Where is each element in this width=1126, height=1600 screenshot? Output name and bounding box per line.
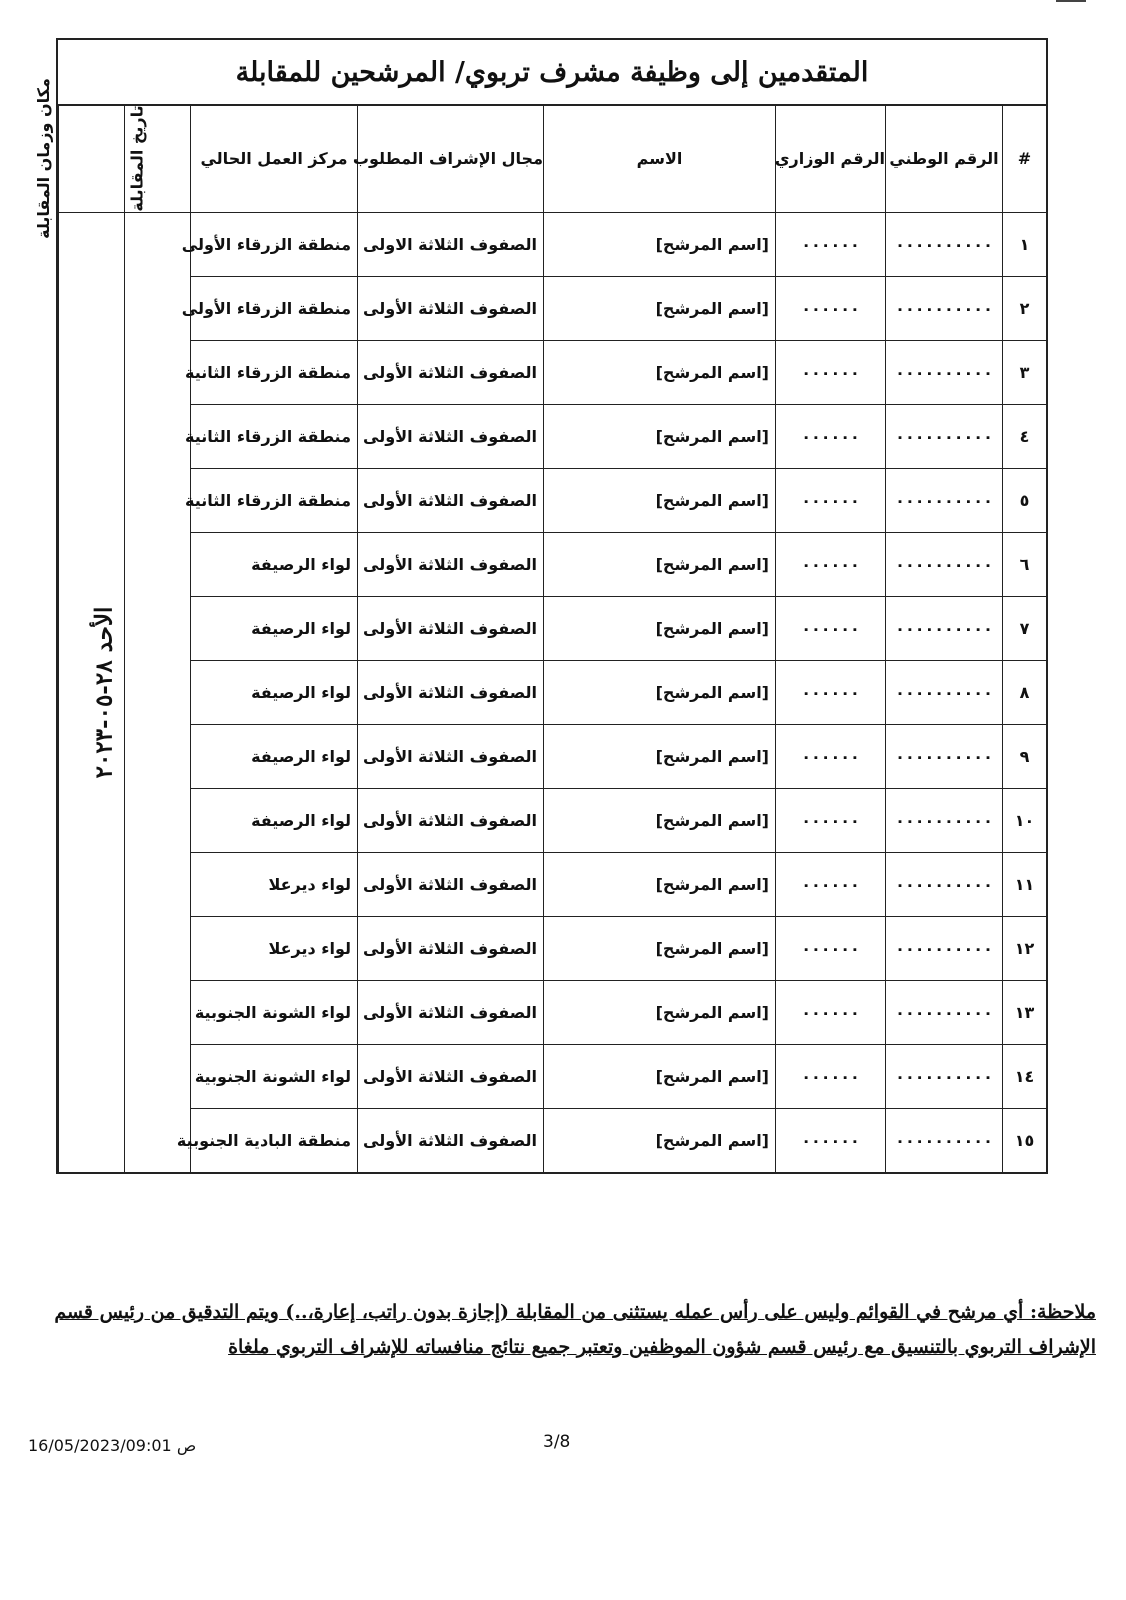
header-ministry-id: الرقم الوزاري (776, 105, 886, 213)
row-num-cell: ٢ (1003, 277, 1047, 341)
field-cell: الصفوف الثلاثة الأولى (358, 789, 544, 853)
timestamp-text: 16/05/2023/09:01 (28, 1436, 172, 1455)
national-id-cell: ٠٠٠٠٠٠٠٠٠٠ (886, 213, 1003, 277)
ministry-id-cell: ٠٠٠٠٠٠ (776, 725, 886, 789)
header-national-id: الرقم الوطني (886, 105, 1003, 213)
header-workplace: مركز العمل الحالي (191, 105, 358, 213)
page-number: 3/8 (543, 1432, 571, 1452)
field-cell: الصفوف الثلاثة الاولى (358, 213, 544, 277)
row-num-cell: ١٥ (1003, 1109, 1047, 1173)
workplace-cell: لواء الرصيفة (191, 533, 358, 597)
national-id-cell: ٠٠٠٠٠٠٠٠٠٠ (886, 597, 1003, 661)
row-num-cell: ٣ (1003, 341, 1047, 405)
header-field: مجال الإشراف المطلوب (358, 105, 544, 213)
ministry-id-cell: ٠٠٠٠٠٠ (776, 789, 886, 853)
ministry-id-cell: ٠٠٠٠٠٠ (776, 277, 886, 341)
table-row (59, 597, 1047, 661)
page-prefix: ص (176, 1436, 197, 1455)
name-cell: [اسم المرشح] (544, 917, 776, 981)
name-cell: [اسم المرشح] (544, 277, 776, 341)
field-cell: الصفوف الثلاثة الأولى (358, 597, 544, 661)
national-id-cell: ٠٠٠٠٠٠٠٠٠٠ (886, 277, 1003, 341)
name-cell: [اسم المرشح] (544, 1109, 776, 1173)
row-num-cell: ٥ (1003, 469, 1047, 533)
field-cell: الصفوف الثلاثة الأولى (358, 853, 544, 917)
name-cell: [اسم المرشح] (544, 469, 776, 533)
national-id-cell: ٠٠٠٠٠٠٠٠٠٠ (886, 405, 1003, 469)
field-cell: الصفوف الثلاثة الأولى (358, 277, 544, 341)
ministry-id-cell: ٠٠٠٠٠٠ (776, 661, 886, 725)
workplace-cell: لواء الشونة الجنوبية (191, 981, 358, 1045)
footnote-remark: ملاحظة: أي مرشح في القوائم وليس على رأس عمله يستثنى من المقابلة (إجازة بدون راتب، إعارة،..) ويتم التدقيق من رئيس قسم الإشراف التربوي بالتنسيق مع رئيس قسم شؤون الموظفين وتعتبر جميع نتائج منافساته للإشراف التربوي ملغاة (54, 1301, 1096, 1358)
field-cell: الصفوف الثلاثة الأولى (358, 725, 544, 789)
candidates-sheet (34, 38, 1048, 1174)
workplace-cell: لواء الرصيفة (191, 725, 358, 789)
workplace-cell: منطقة الزرقاء الثانية (191, 341, 358, 405)
workplace-cell: لواء الرصيفة (191, 597, 358, 661)
row-num-cell: ٧ (1003, 597, 1047, 661)
ministry-id-cell: ٠٠٠٠٠٠ (776, 341, 886, 405)
table-row (59, 533, 1047, 597)
name-cell: [اسم المرشح] (544, 789, 776, 853)
row-num-cell: ١١ (1003, 853, 1047, 917)
national-id-cell: ٠٠٠٠٠٠٠٠٠٠ (886, 661, 1003, 725)
name-cell: [اسم المرشح] (544, 981, 776, 1045)
workplace-cell: لواء ديرعلا (191, 853, 358, 917)
national-id-cell: ٠٠٠٠٠٠٠٠٠٠ (886, 725, 1003, 789)
workplace-cell: لواء الشونة الجنوبية (191, 1045, 358, 1109)
national-id-cell: ٠٠٠٠٠٠٠٠٠٠ (886, 533, 1003, 597)
field-cell: الصفوف الثلاثة الأولى (358, 917, 544, 981)
table-row (59, 789, 1047, 853)
name-cell: [اسم المرشح] (544, 405, 776, 469)
workplace-cell: منطقة الزرقاء الثانية (191, 405, 358, 469)
national-id-cell: ٠٠٠٠٠٠٠٠٠٠ (886, 917, 1003, 981)
field-cell: الصفوف الثلاثة الأولى (358, 981, 544, 1045)
ministry-id-cell: ٠٠٠٠٠٠ (776, 917, 886, 981)
row-num-cell: ٦ (1003, 533, 1047, 597)
table-row (59, 277, 1047, 341)
field-cell: الصفوف الثلاثة الأولى (358, 661, 544, 725)
table-row (59, 981, 1047, 1045)
workplace-cell: منطقة البادية الجنوبية (191, 1109, 358, 1173)
row-num-cell: ١٠ (1003, 789, 1047, 853)
workplace-cell: منطقة الزرقاء الثانية (191, 469, 358, 533)
ministry-id-cell: ٠٠٠٠٠٠ (776, 1109, 886, 1173)
table-row (59, 725, 1047, 789)
header-name: الاسم (544, 105, 776, 213)
workplace-cell: منطقة الزرقاء الأولى (191, 213, 358, 277)
interview-date-cell (90, 213, 191, 1173)
row-num-cell: ١٣ (1003, 981, 1047, 1045)
ministry-id-cell: ٠٠٠٠٠٠ (776, 469, 886, 533)
field-cell: الصفوف الثلاثة الأولى (358, 1109, 544, 1173)
field-cell: الصفوف الثلاثة الأولى (358, 405, 544, 469)
row-num-cell: ٤ (1003, 405, 1047, 469)
ministry-id-cell: ٠٠٠٠٠٠ (776, 981, 886, 1045)
header-place: مكان وزمان المقابلة (59, 105, 125, 213)
workplace-cell: لواء الرصيفة (191, 789, 358, 853)
field-cell: الصفوف الثلاثة الأولى (358, 469, 544, 533)
table-header-row (59, 105, 1047, 213)
workplace-cell: لواء ديرعلا (191, 917, 358, 981)
page-title: المتقدمين إلى وظيفة مشرف تربوي/ المرشحين للمقابلة (58, 40, 1046, 106)
header-date: تاريخ المقابلة (125, 105, 191, 213)
header-num: # (1003, 105, 1047, 213)
ministry-id-cell: ٠٠٠٠٠٠ (776, 853, 886, 917)
workplace-cell: لواء الرصيفة (191, 661, 358, 725)
national-id-cell: ٠٠٠٠٠٠٠٠٠٠ (886, 1045, 1003, 1109)
table-row (59, 853, 1047, 917)
table-row (59, 1109, 1047, 1173)
row-num-cell: ٨ (1003, 661, 1047, 725)
name-cell: [اسم المرشح] (544, 597, 776, 661)
name-cell: [اسم المرشح] (544, 853, 776, 917)
candidates-table (34, 78, 1047, 1173)
name-cell: [اسم المرشح] (544, 213, 776, 277)
workplace-cell: منطقة الزرقاء الأولى (191, 277, 358, 341)
table-row (59, 917, 1047, 981)
name-cell: [اسم المرشح] (544, 661, 776, 725)
field-cell: الصفوف الثلاثة الأولى (358, 1045, 544, 1109)
name-cell: [اسم المرشح] (544, 725, 776, 789)
row-num-cell: ١٢ (1003, 917, 1047, 981)
national-id-cell: ٠٠٠٠٠٠٠٠٠٠ (886, 469, 1003, 533)
table-row (59, 341, 1047, 405)
name-cell: [اسم المرشح] (544, 1045, 776, 1109)
ministry-id-cell: ٠٠٠٠٠٠ (776, 1045, 886, 1109)
national-id-cell: ٠٠٠٠٠٠٠٠٠٠ (886, 853, 1003, 917)
table-row (59, 405, 1047, 469)
ministry-id-cell: ٠٠٠٠٠٠ (776, 597, 886, 661)
national-id-cell: ٠٠٠٠٠٠٠٠٠٠ (886, 1109, 1003, 1173)
row-num-cell: ١ (1003, 213, 1047, 277)
row-num-cell: ١٤ (1003, 1045, 1047, 1109)
interview-date: الأحد ٢٨-٠٥-٢٠٢٣ (90, 606, 118, 779)
name-cell: [اسم المرشح] (544, 533, 776, 597)
ministry-id-cell: ٠٠٠٠٠٠ (776, 533, 886, 597)
ministry-id-cell: ٠٠٠٠٠٠ (776, 405, 886, 469)
national-id-cell: ٠٠٠٠٠٠٠٠٠٠ (886, 789, 1003, 853)
row-num-cell: ٩ (1003, 725, 1047, 789)
field-cell: الصفوف الثلاثة الأولى (358, 533, 544, 597)
table-row (59, 661, 1047, 725)
national-id-cell: ٠٠٠٠٠٠٠٠٠٠ (886, 981, 1003, 1045)
ministry-id-cell: ٠٠٠٠٠٠ (776, 213, 886, 277)
name-cell: [اسم المرشح] (544, 341, 776, 405)
footer-timestamp (28, 1436, 196, 1455)
table-row (59, 469, 1047, 533)
table-row (59, 213, 1047, 277)
table-row (59, 1045, 1047, 1109)
page-corner-mark (1056, 0, 1086, 6)
national-id-cell: ٠٠٠٠٠٠٠٠٠٠ (886, 341, 1003, 405)
field-cell: الصفوف الثلاثة الأولى (358, 341, 544, 405)
